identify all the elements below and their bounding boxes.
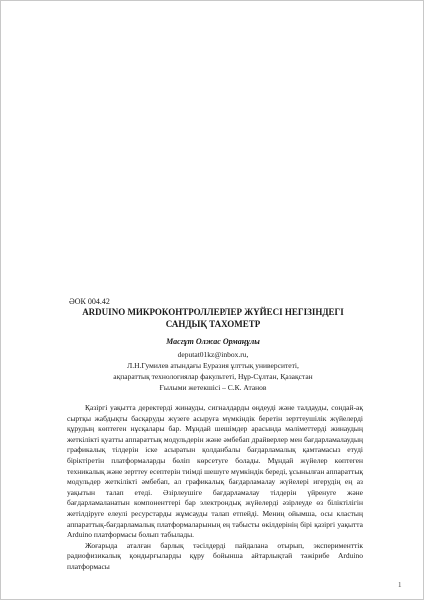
author-name: Масгұт Олжас Ормаңұлы <box>166 337 260 346</box>
udc-code: ӘОК 004.42 <box>69 297 110 306</box>
faculty-line: ақпараттық технологиялар факультеті, Нұр-Сұлтан, Қазақстан <box>113 372 313 381</box>
supervisor-line: Ғылыми жетекшісі – С.К. Атанов <box>159 383 267 392</box>
article-title: ARDUINO МИКРОКОНТРОЛЛЕРЛЕР ЖҮЙЕСІ НЕГІЗІНДЕГІ САНДЫҚ ТАХОМЕТР <box>82 307 344 329</box>
author-email: deputat01kz@inbox.ru, <box>177 350 249 359</box>
page-number: 1 <box>398 581 402 589</box>
body-paragraph: Жоғарыда аталған барлық тәсілдерді пайдалана отырып, эксперименттік радиофизикалық қондырғыларды құру бойынша айтарлықтай тәжірибе Arduino платформасы <box>67 540 363 571</box>
article-body <box>67 403 363 573</box>
university-line: Л.Н.Гумилев атындағы Еуразия ұлттық университеті, <box>127 361 299 370</box>
body-paragraph: Қазіргі уақытта деректерді жинауды, сигналдарды өңдеуді және талдауды, сондай-ақ сыртқы жабдықты басқаруды жүзеге асыруға мүмкіндік беретін зерттеушілік жүйелерді құрудың көптеген нұсқалары бар. Мұндай шешімдер арасында мәліметтерді жинаудың жеткілікті қуатты аппараттық модульдерін және әмбебап драйверлер мен бағдарламалаудың графикалық тілдерін іске асыратын қолданбалы бағдарламалық қамтамасыз етуді біріктіретін платформаларды бөліп көрсетуге болады. Мұндай жүйелер көптеген техникалық және зерттеу есептерін тиімді шешуге мүмкіндік береді, ұсынылған аппараттық модульдер жеткілікті әмбебап, ал графикалық бағдарламалау жүйелері игерудің ең аз уақытын талап етеді. Әзірлеушіге бағдарламалау тілдерін үйренуге және бағдарламаланатын компоненттері бар электрондық жүйелерді әзірлеуде өз біліктілігін жетілдіруге елеулі ресурстарды жұмсауды талап етпейді. Мениң ойымша, осы кластың аппараттық-бағдарламалық платформаларының ең табысты өкілдерінің бірі қазіргі уақытта Arduino платформасы болып табылады. <box>67 403 363 540</box>
affiliation-block <box>61 349 365 393</box>
